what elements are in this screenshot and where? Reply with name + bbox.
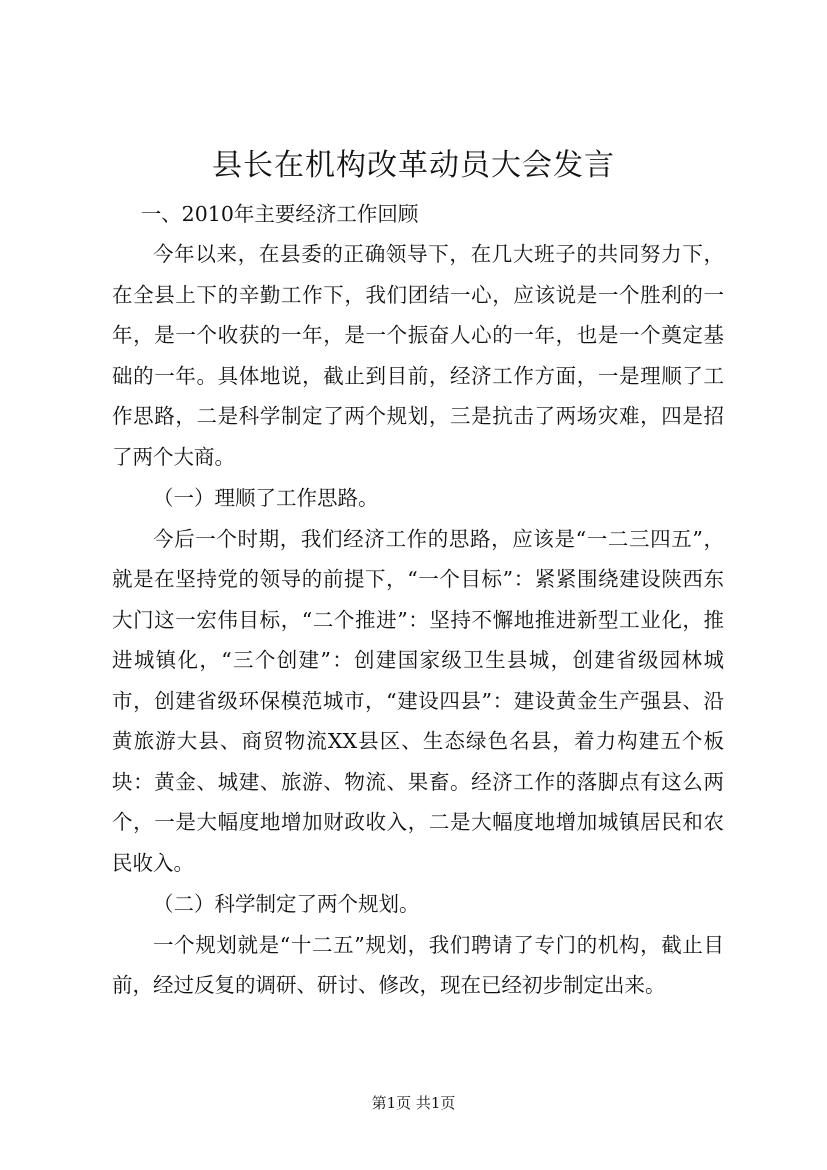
section-heading: 一、2010年主要经济工作回顾: [140, 202, 419, 226]
document-title: 县长在机构改革动员大会发言: [212, 148, 615, 183]
body-paragraph: 今后一个时期，我们经济工作的思路，应该是“一二三四五”，就是在坚持党的领导的前提下，“一个目标”：紧紧围绕建设陕西东大门这一宏伟目标，“二个推进”：坚持不懈地推进新型工业化，推进城镇化，“三个创建”：创建国家级卫生县城，创建省级园林城市，创建省级环保模范城市，“建设四县”：建设黄金生产强县、沿黄旅游大县、商贸物流XX县区、生态绿色名县，着力构建五个板块：黄金、城建、旅游、物流、果畜。经济工作的落脚点有这么两个，一是大幅度地增加财政收入，二是大幅度地增加城镇居民和农民收入。: [112, 526, 724, 875]
subsection-heading: （一）理顺了工作思路。: [153, 486, 379, 510]
body-paragraph: 一个规划就是“十二五”规划，我们聘请了专门的机构，截止目前，经过反复的调研、研讨、修改，现在已经初步制定出来。: [112, 932, 724, 997]
document-body: [112, 196, 724, 1006]
body-paragraph: 今年以来，在县委的正确领导下，在几大班子的共同努力下，在全县上下的辛勤工作下，我们团结一心，应该说是一个胜利的一年，是一个收获的一年，是一个振奋人心的一年，也是一个奠定基础的一年。具体地说，截止到目前，经济工作方面，一是理顺了工作思路，二是科学制定了两个规划，三是抗击了两场灾难，四是招了两个大商。: [112, 242, 724, 469]
page-number-footer: 第1页 共1页: [371, 1094, 456, 1112]
subsection-heading: （二）科学制定了两个规划。: [153, 892, 420, 916]
